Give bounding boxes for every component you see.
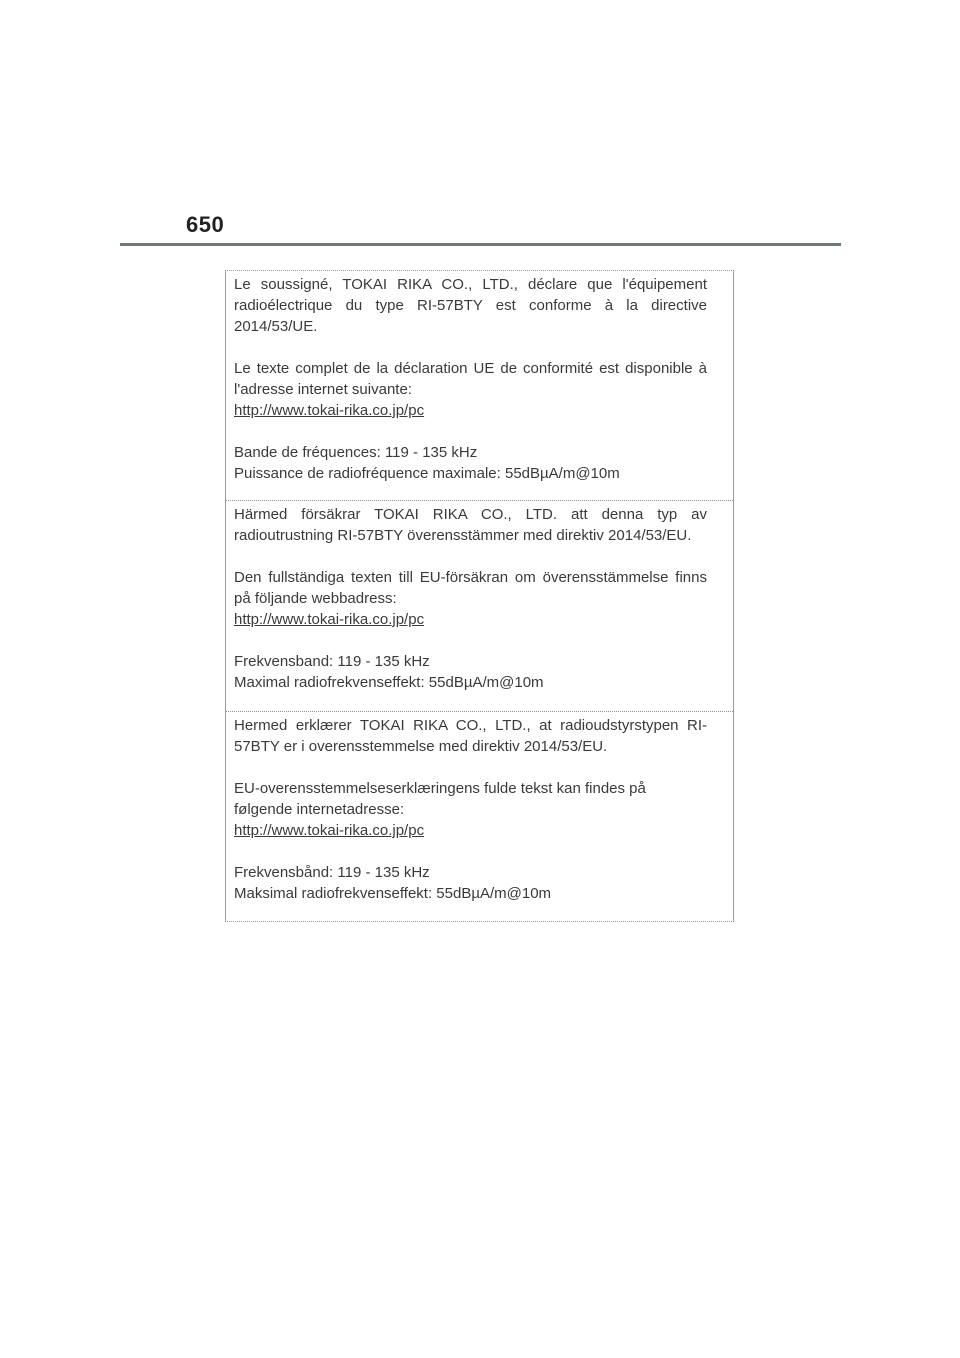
max-power: Puissance de radiofréquence maximale: 55dBµA/m@10m xyxy=(234,465,620,482)
declaration-availability-line-2: følgende internetadresse: xyxy=(234,801,405,818)
declaration-statement: Härmed försäkrar TOKAI RIKA CO., LTD. att denna typ av radioutrustning RI-57BTY överensstämmer med direktiv 2014/53/EU. xyxy=(234,506,707,544)
declaration-availability: Le texte complet de la déclaration UE de conformité est disponible à l'adresse internet suivante: xyxy=(234,360,707,398)
declaration-url-link[interactable]: http://www.tokai-rika.co.jp/pc xyxy=(234,611,425,628)
declaration-statement: Hermed erklærer TOKAI RIKA CO., LTD., at radioudstyrstypen RI-57BTY er i overensstemmelse med direktiv 2014/53/EU. xyxy=(234,717,707,755)
declaration-availability: Den fullständiga texten till EU-försäkran om överensstämmelse finns på följande webbadress: xyxy=(234,569,707,607)
frequency-band: Frekvensbånd: 119 - 135 kHz xyxy=(234,864,430,881)
declaration-section-da xyxy=(226,711,733,921)
frequency-band: Bande de fréquences: 119 - 135 kHz xyxy=(234,444,478,461)
max-power: Maximal radiofrekvenseffekt: 55dBµA/m@10m xyxy=(234,674,544,691)
declaration-statement: Le soussigné, TOKAI RIKA CO., LTD., déclare que l'équipement radioélectrique du type RI-57BTY est conforme à la directive 2014/53/UE. xyxy=(234,276,707,335)
declaration-availability-line-1: EU-overensstemmelseserklæringens fulde tekst kan findes på xyxy=(234,780,646,797)
declaration-url-link[interactable]: http://www.tokai-rika.co.jp/pc xyxy=(234,402,425,419)
declaration-section-fr xyxy=(226,271,733,500)
declaration-section-sv xyxy=(226,500,733,711)
page-number: 650 xyxy=(186,212,225,237)
header-rule xyxy=(120,243,841,246)
frequency-band: Frekvensband: 119 - 135 kHz xyxy=(234,653,430,670)
max-power: Maksimal radiofrekvenseffekt: 55dBµA/m@10m xyxy=(234,885,552,902)
declaration-box xyxy=(225,270,734,922)
declaration-url-link[interactable]: http://www.tokai-rika.co.jp/pc xyxy=(234,822,425,839)
